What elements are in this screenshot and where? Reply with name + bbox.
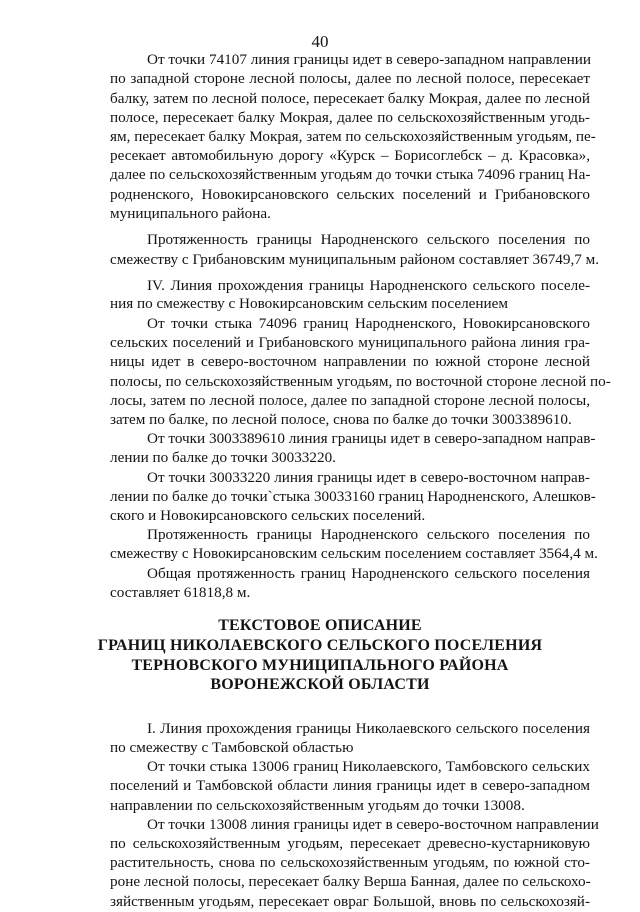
text-line: по смежеству с Тамбовской областью xyxy=(110,738,354,756)
text-line: Протяженность границы Народненского сельского поселения по xyxy=(147,526,590,544)
text-line: смежеству с Новокирсановским сельским поселением составляет 3564,4 м. xyxy=(110,545,598,563)
text-line: От точки стыка 74096 границ Народненского, Новокирсановского xyxy=(147,315,590,333)
text-line: растительность, снова по сельскохозяйственным угодьям, по южной сто- xyxy=(110,854,590,872)
text-line: ского и Новокирсановского сельских поселений. xyxy=(110,506,426,524)
text-line: полосы, по сельскохозяйственным угодьям, по восточной стороне лесной по- xyxy=(110,372,611,390)
text-line: От точки 30033220 линия границы идет в северо-восточном направ- xyxy=(147,468,590,486)
text-line: муниципального района. xyxy=(110,204,271,222)
text-line: IV. Линия прохождения границы Народненского сельского поселе- xyxy=(147,276,590,294)
text-line: От точки 74107 линия границы идет в северо-западном направлении xyxy=(147,51,591,69)
text-line: по сельскохозяйственным угодьям, пересекает древесно-кустарниковую xyxy=(110,834,590,852)
text-line: лении по балке до точки`стыка 30033160 границ Народненского, Алешков- xyxy=(110,487,596,505)
text-line: родненского, Новокирсановского сельских поселений и Грибановского xyxy=(110,186,590,204)
text-line: поселений и Тамбовской области линия границы идет в северо-западном xyxy=(110,777,590,795)
text-line: ресекает автомобильную дорогу «Курск – Борисоглебск – д. Красовка», xyxy=(110,147,590,165)
text-line: смежеству с Грибановским муниципальным районом составляет 36749,7 м. xyxy=(110,251,600,269)
text-line: балку, затем по лесной полосе, пересекает балку Мокрая, далее по лесной xyxy=(110,89,590,107)
text-line: составляет 61818,8 м. xyxy=(110,583,251,601)
text-line: лении по балке до точки 30033220. xyxy=(110,449,336,467)
text-line: От точки стыка 13006 границ Николаевского, Тамбовского сельских xyxy=(147,758,590,776)
text-line: роне лесной полосы, пересекает балку Верша Банная, далее по сельскохо- xyxy=(110,873,591,891)
text-line: От точки 3003389610 линия границы идет в северо-западном направ- xyxy=(147,430,596,448)
section-heading: ТЕРНОВСКОГО МУНИЦИПАЛЬНОГО РАЙОНА xyxy=(131,656,509,674)
text-line: ницы идет в северо-восточном направлении по южной стороне лесной xyxy=(110,352,590,370)
section-heading: ГРАНИЦ НИКОЛАЕВСКОГО СЕЛЬСКОГО ПОСЕЛЕНИЯ xyxy=(97,636,543,654)
text-line: сельских поселений и Грибановского муниципального района линия гра- xyxy=(110,334,590,352)
text-line: затем по балке, по лесной полосе, снова по балке до точки 3003389610. xyxy=(110,411,572,429)
text-line: по западной стороне лесной полосы, далее по лесной полосе, пересекает xyxy=(110,70,590,88)
page-number: 40 xyxy=(311,32,329,51)
text-line: Общая протяженность границ Народненского сельского поселения xyxy=(147,565,590,583)
text-line: далее по сельскохозяйственным угодьям до точки стыка 74096 границ На- xyxy=(110,166,591,184)
text-line: лосы, затем по лесной полосе, далее по западной стороне лесной полосы, xyxy=(110,391,590,409)
text-line: I. Линия прохождения границы Николаевского сельского поселения xyxy=(147,719,590,737)
text-line: зяйственным угодьям, пересекает овраг Большой, вновь по сельскохозяй- xyxy=(110,893,590,911)
text-line: направлении по сельскохозяйственным угодьям до точки 13008. xyxy=(110,796,525,814)
text-line: полосе, пересекает балку Мокрая, далее по сельскохозяйственным угодь- xyxy=(110,108,590,126)
text-line: ям, пересекает балку Мокрая, затем по сельскохозяйственным угодьям, пе- xyxy=(110,127,596,145)
text-line: ния по смежеству с Новокирсановским сельским поселением xyxy=(110,295,508,313)
text-line: От точки 13008 линия границы идет в северо-восточном направлении xyxy=(147,815,599,833)
text-line: Протяженность границы Народненского сельского поселения по xyxy=(147,231,590,249)
section-heading: ТЕКСТОВОЕ ОПИСАНИЕ xyxy=(218,616,422,634)
section-heading: ВОРОНЕЖСКОЙ ОБЛАСТИ xyxy=(210,676,430,694)
